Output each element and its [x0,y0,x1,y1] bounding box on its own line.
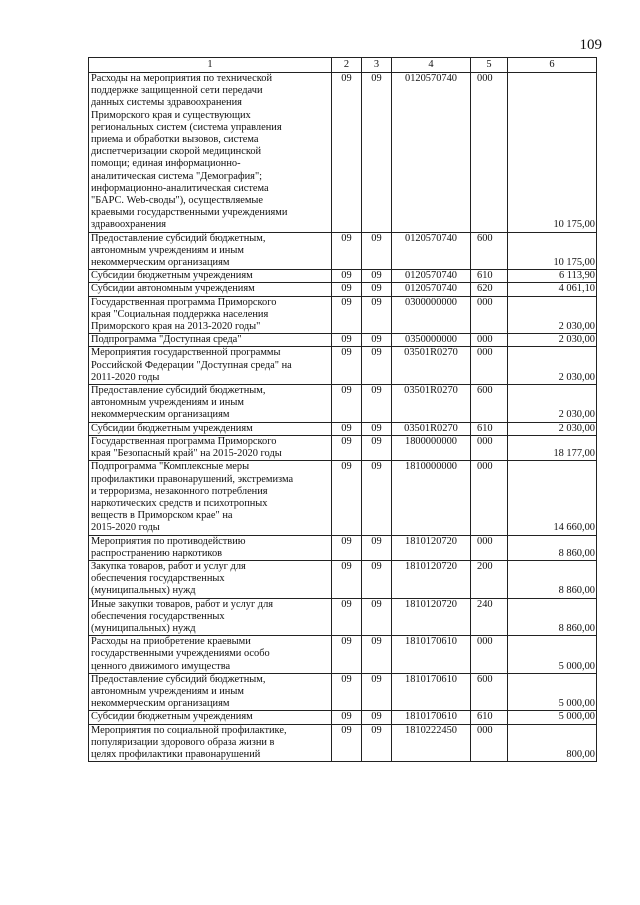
expense-name-cell: Мероприятия государственной программы Российской Федерации "Доступная среда" на 2011-2020 годы [89,347,332,385]
table-row [89,283,597,296]
expense-type-code-cell: 610 [471,711,508,724]
section-code-cell: 09 [332,598,362,636]
target-item-code-cell: 1810170610 [392,636,471,674]
amount-cell: 8 860,00 [508,535,597,560]
expense-type-code-cell: 240 [471,598,508,636]
expense-type-code-cell: 000 [471,334,508,347]
expense-type-code-cell: 000 [471,535,508,560]
subsection-code-cell: 09 [362,724,392,762]
table-row [89,724,597,762]
expense-type-code-cell: 200 [471,560,508,598]
amount-cell: 2 030,00 [508,334,597,347]
table-row [89,347,597,385]
section-code-cell: 09 [332,422,362,435]
target-item-code-cell: 1800000000 [392,435,471,460]
expense-name-cell: Мероприятия по противодействию распространению наркотиков [89,535,332,560]
subsection-code-cell: 09 [362,636,392,674]
amount-cell: 800,00 [508,724,597,762]
target-item-code-cell: 1810000000 [392,461,471,535]
section-code-cell: 09 [332,461,362,535]
table-row [89,334,597,347]
table-row [89,598,597,636]
target-item-code-cell: 1810170610 [392,711,471,724]
expense-name-cell: Государственная программа Приморского края "Социальная поддержка населения Приморского края на 2013-2020 годы" [89,296,332,334]
target-item-code-cell: 1810170610 [392,673,471,711]
target-item-code-cell: 0300000000 [392,296,471,334]
expense-name-cell: Мероприятия по социальной профилактике, популяризации здорового образа жизни в целях профилактики правонарушений [89,724,332,762]
amount-cell: 4 061,10 [508,283,597,296]
target-item-code-cell: 0120570740 [392,283,471,296]
expense-name-cell: Расходы на мероприятия по технической поддержке защищенной сети передачи данных системы здравоохранения Приморского края и существующих региональных систем (система управления приема и обработки вызовов, система диспетчеризации скорой медицинской помощи; единая информационно- аналитическая система "Демография"; информационно-аналитическая система "БАРС. Web-своды"), осуществляемые краевыми государственными учреждениями здравоохранения [89,73,332,233]
expense-name-cell: Расходы на приобретение краевыми государственными учреждениями особо ценного движимого имущества [89,636,332,674]
page-number: 109 [579,37,602,53]
table-row [89,535,597,560]
section-code-cell: 09 [332,673,362,711]
subsection-code-cell: 09 [362,385,392,423]
expense-name-cell: Подпрограмма "Комплексные меры профилактики правонарушений, экстремизма и терроризма, незаконного потребления наркотических средств и психотропных веществ в Приморском крае" на 2015-2020 годы [89,461,332,535]
expense-type-code-cell: 600 [471,232,508,270]
section-code-cell: 09 [332,385,362,423]
expense-type-code-cell: 000 [471,296,508,334]
section-code-cell: 09 [332,232,362,270]
subsection-code-cell: 09 [362,347,392,385]
header-cell: 1 [89,58,332,73]
table-row [89,73,597,233]
section-code-cell: 09 [332,560,362,598]
target-item-code-cell: 03501R0270 [392,385,471,423]
subsection-code-cell: 09 [362,334,392,347]
expense-name-cell: Предоставление субсидий бюджетным, автономным учреждениям и иным некоммерческим организациям [89,232,332,270]
section-code-cell: 09 [332,73,362,233]
subsection-code-cell: 09 [362,422,392,435]
subsection-code-cell: 09 [362,598,392,636]
table-row [89,385,597,423]
target-item-code-cell: 1810120720 [392,560,471,598]
amount-cell: 6 113,90 [508,270,597,283]
expense-name-cell: Государственная программа Приморского края "Безопасный край" на 2015-2020 годы [89,435,332,460]
expense-type-code-cell: 610 [471,422,508,435]
header-row [89,58,597,73]
target-item-code-cell: 0350000000 [392,334,471,347]
subsection-code-cell: 09 [362,560,392,598]
section-code-cell: 09 [332,347,362,385]
expense-name-cell: Закупка товаров, работ и услуг для обеспечения государственных (муниципальных) нужд [89,560,332,598]
section-code-cell: 09 [332,535,362,560]
expense-name-cell: Субсидии автономным учреждениям [89,283,332,296]
amount-cell: 5 000,00 [508,636,597,674]
target-item-code-cell: 0120570740 [392,73,471,233]
section-code-cell: 09 [332,435,362,460]
expense-name-cell: Предоставление субсидий бюджетным, автономным учреждениям и иным некоммерческим организациям [89,673,332,711]
header-cell: 4 [392,58,471,73]
table-row [89,636,597,674]
table-row [89,232,597,270]
expense-name-cell: Субсидии бюджетным учреждениям [89,270,332,283]
expense-type-code-cell: 000 [471,724,508,762]
amount-cell: 2 030,00 [508,347,597,385]
table-row [89,270,597,283]
expense-type-code-cell: 000 [471,73,508,233]
table-row [89,296,597,334]
amount-cell: 10 175,00 [508,73,597,233]
expense-type-code-cell: 000 [471,636,508,674]
expense-name-cell: Субсидии бюджетным учреждениям [89,711,332,724]
amount-cell: 2 030,00 [508,385,597,423]
amount-cell: 18 177,00 [508,435,597,460]
subsection-code-cell: 09 [362,435,392,460]
target-item-code-cell: 0120570740 [392,270,471,283]
table-row [89,673,597,711]
header-cell: 3 [362,58,392,73]
expense-type-code-cell: 000 [471,435,508,460]
amount-cell: 8 860,00 [508,598,597,636]
amount-cell: 2 030,00 [508,422,597,435]
amount-cell: 2 030,00 [508,296,597,334]
expense-name-cell: Иные закупки товаров, работ и услуг для обеспечения государственных (муниципальных) нужд [89,598,332,636]
expense-type-code-cell: 000 [471,461,508,535]
table-row [89,560,597,598]
table-row [89,461,597,535]
amount-cell: 8 860,00 [508,560,597,598]
subsection-code-cell: 09 [362,73,392,233]
table-row [89,422,597,435]
subsection-code-cell: 09 [362,270,392,283]
target-item-code-cell: 1810222450 [392,724,471,762]
subsection-code-cell: 09 [362,461,392,535]
target-item-code-cell: 03501R0270 [392,422,471,435]
section-code-cell: 09 [332,711,362,724]
budget-table [88,57,597,762]
section-code-cell: 09 [332,636,362,674]
expense-type-code-cell: 610 [471,270,508,283]
table-row [89,711,597,724]
section-code-cell: 09 [332,724,362,762]
section-code-cell: 09 [332,283,362,296]
target-item-code-cell: 1810120720 [392,598,471,636]
expense-name-cell: Подпрограмма "Доступная среда" [89,334,332,347]
target-item-code-cell: 1810120720 [392,535,471,560]
expense-type-code-cell: 600 [471,385,508,423]
expense-name-cell: Предоставление субсидий бюджетным, автономным учреждениям и иным некоммерческим организациям [89,385,332,423]
subsection-code-cell: 09 [362,711,392,724]
expense-name-cell: Субсидии бюджетным учреждениям [89,422,332,435]
header-cell: 5 [471,58,508,73]
section-code-cell: 09 [332,334,362,347]
target-item-code-cell: 0120570740 [392,232,471,270]
header-cell: 6 [508,58,597,73]
subsection-code-cell: 09 [362,283,392,296]
subsection-code-cell: 09 [362,673,392,711]
amount-cell: 10 175,00 [508,232,597,270]
section-code-cell: 09 [332,270,362,283]
amount-cell: 14 660,00 [508,461,597,535]
table-row [89,435,597,460]
expense-type-code-cell: 600 [471,673,508,711]
subsection-code-cell: 09 [362,535,392,560]
header-cell: 2 [332,58,362,73]
amount-cell: 5 000,00 [508,673,597,711]
expense-type-code-cell: 620 [471,283,508,296]
target-item-code-cell: 03501R0270 [392,347,471,385]
subsection-code-cell: 09 [362,232,392,270]
amount-cell: 5 000,00 [508,711,597,724]
expense-type-code-cell: 000 [471,347,508,385]
subsection-code-cell: 09 [362,296,392,334]
section-code-cell: 09 [332,296,362,334]
